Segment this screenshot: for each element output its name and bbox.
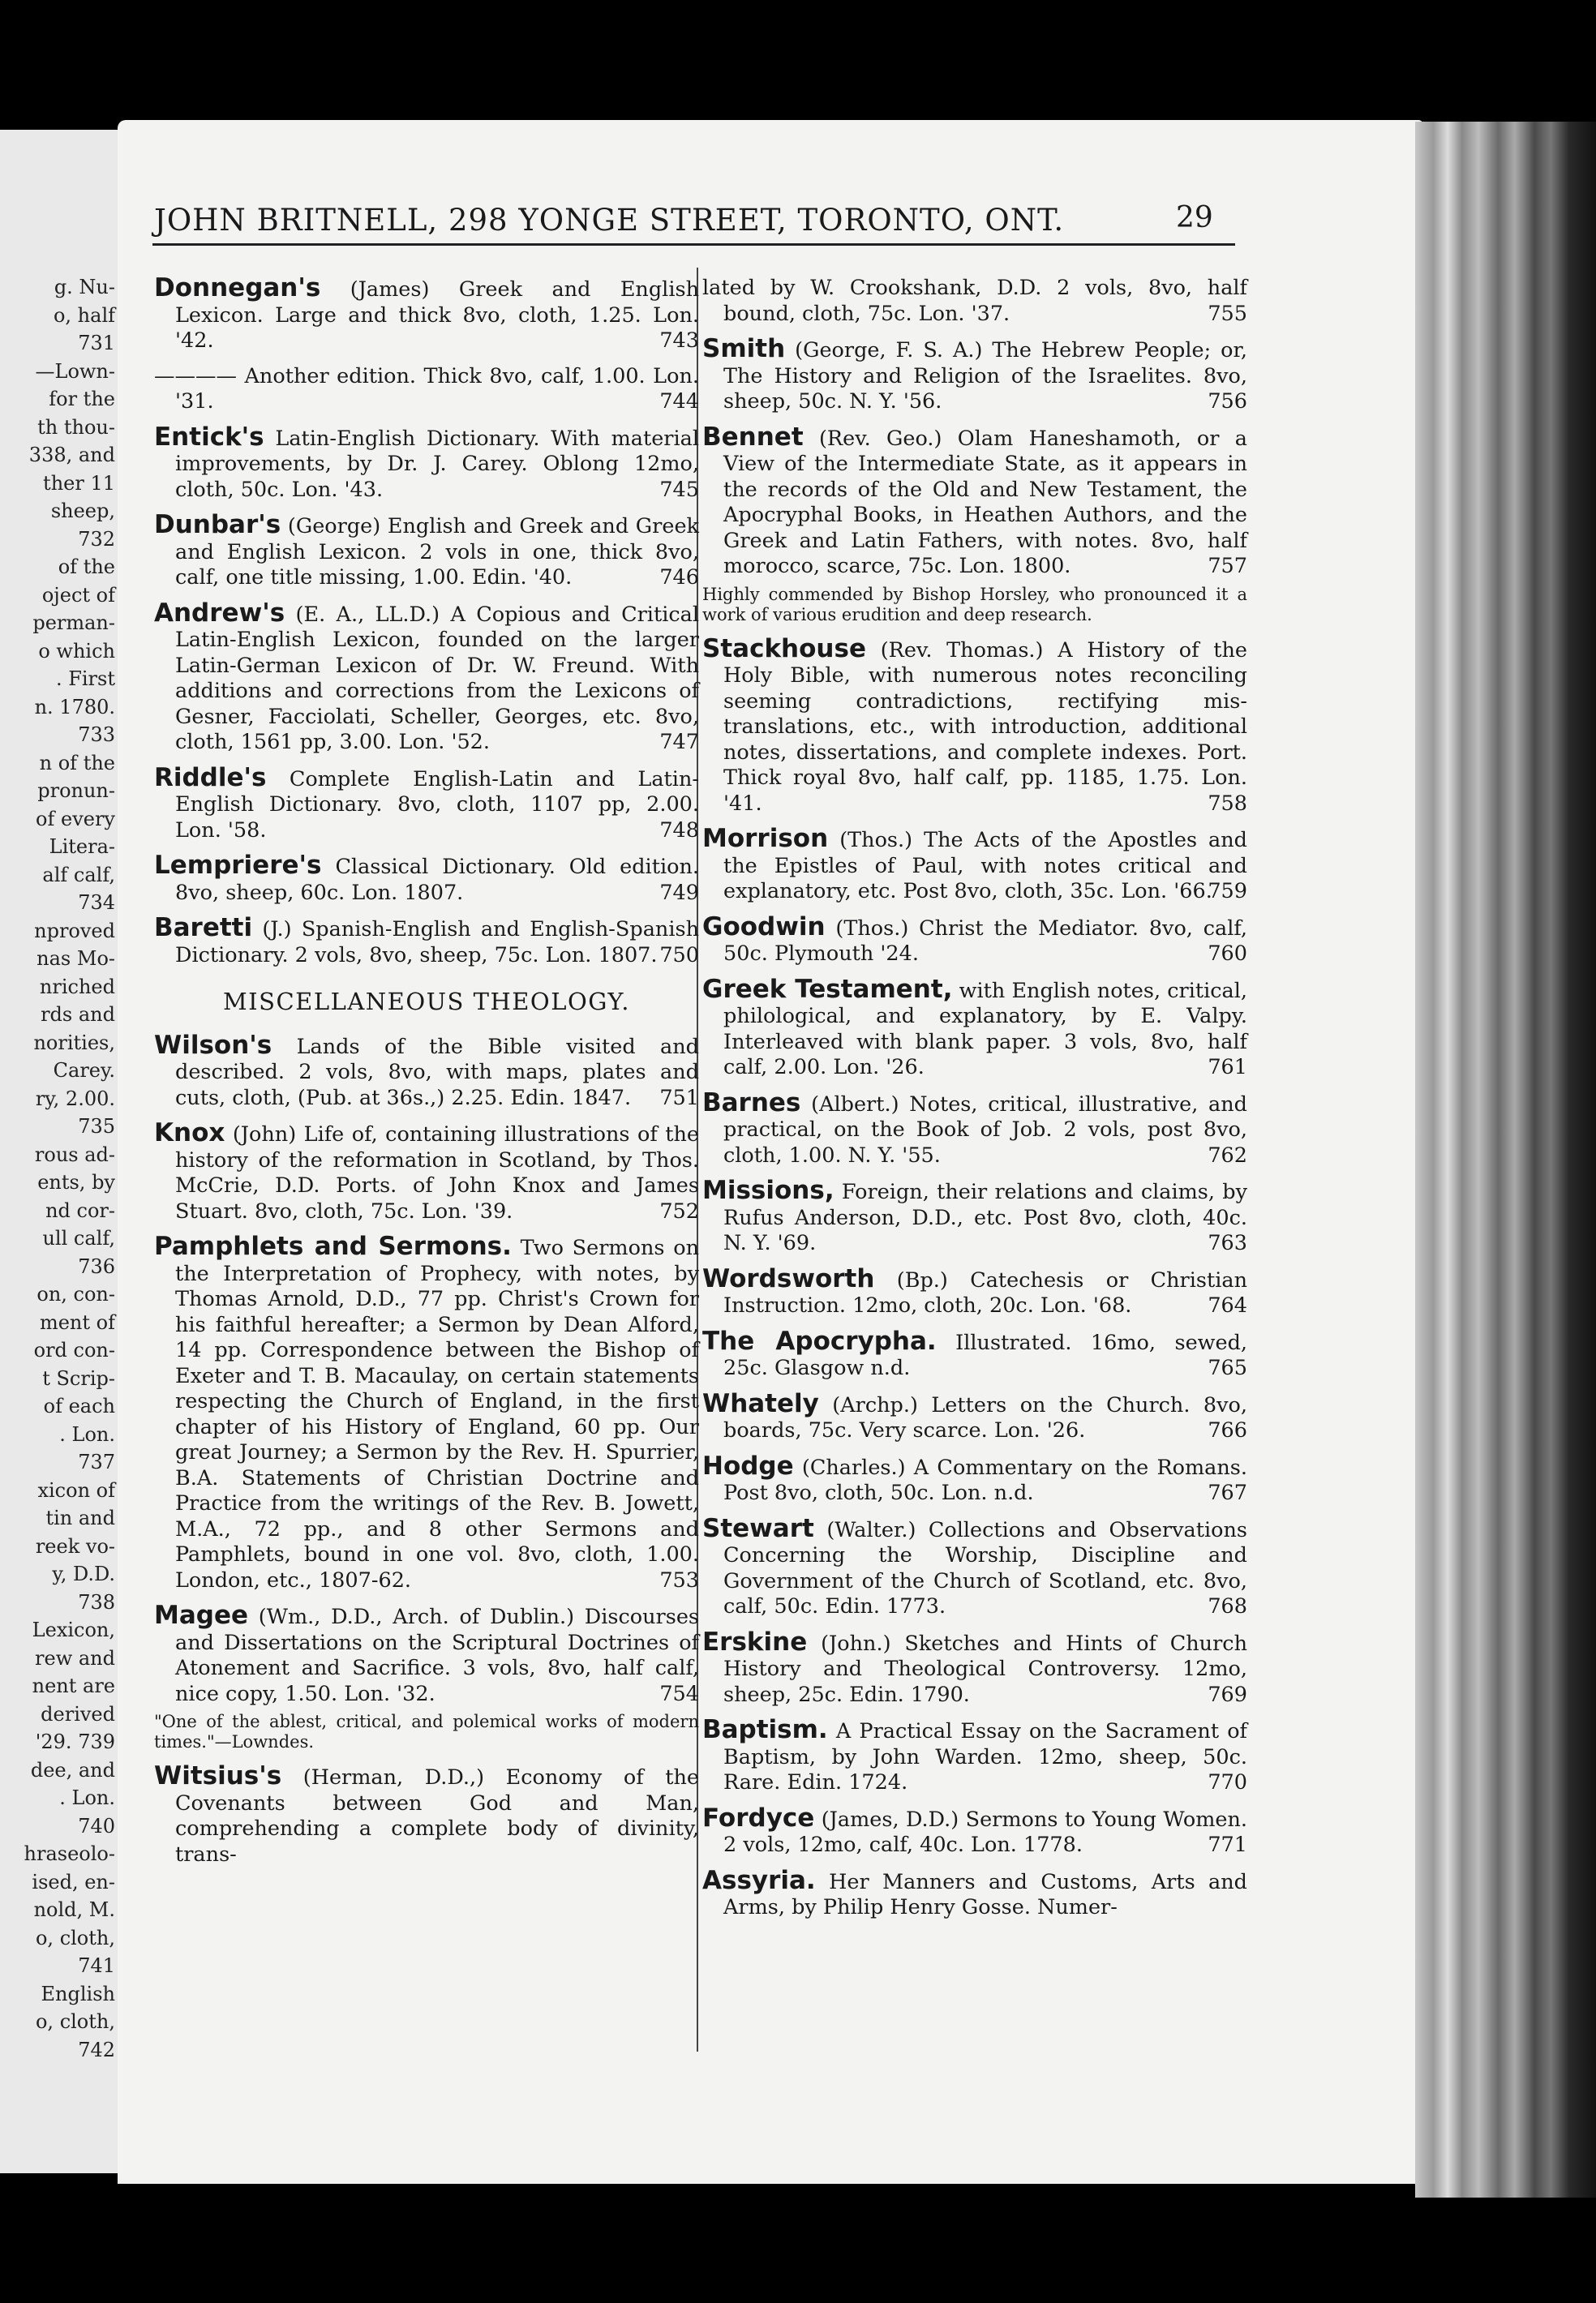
left-page-text-fragment: nas Mo-: [36, 947, 115, 970]
left-page-text-fragment: 732: [78, 527, 115, 551]
entry-author: Baptism.: [702, 1715, 828, 1744]
left-page-text-fragment: sheep,: [50, 500, 115, 522]
page-number: 29: [1176, 201, 1213, 234]
left-page-text-fragment: 338, and: [28, 444, 115, 466]
left-page-text-fragment: nd cor-: [45, 1199, 115, 1222]
running-title: JOHN BRITNELL, 298 YONGE STREET, TORONTO, ONT.: [154, 203, 1065, 238]
left-page-text-fragment: g. Nu-: [54, 276, 115, 298]
entry-description: Illustrated. 16mo, sewed, 25c. Glasgow n.d.: [723, 1330, 1248, 1380]
entry-lot-number: 755: [1208, 301, 1247, 326]
left-column-theology-entries: [154, 1030, 700, 1868]
left-page-text-fragment: n of the: [39, 751, 115, 774]
entry-author: Donnegan's: [154, 273, 321, 302]
entry-author: Fordyce: [702, 1803, 815, 1833]
entry-description: Foreign, their relations and claims, by Rufus Anderson, D.D., etc. Post 8vo, cloth, 40c. N. Y. '69.: [723, 1180, 1247, 1255]
entry-author: Entick's: [154, 422, 264, 452]
entry-author: Lempriere's: [154, 851, 322, 880]
left-column-entries: [154, 273, 700, 968]
left-page-text-fragment: o, cloth,: [35, 2010, 115, 2033]
catalogue-entry: [154, 762, 700, 844]
left-page-text-fragment: —Lown-: [35, 359, 115, 383]
entry-lot-number: 750: [659, 942, 699, 967]
entry-author: Baretti: [154, 913, 253, 942]
catalogue-entry: [154, 364, 699, 415]
entry-lot-number: 758: [1208, 791, 1247, 816]
left-page-text-fragment: derived: [41, 1702, 115, 1726]
catalogue-entry: [702, 974, 1248, 1081]
entry-author: Greek Testament,: [702, 974, 953, 1004]
left-page-text-fragment: o, cloth,: [35, 1926, 115, 1949]
catalogue-entry: [154, 1234, 699, 1593]
left-page-fragment: [0, 130, 122, 2173]
entry-description: lated by W. Crookshank, D.D. 2 vols, 8vo, half bound, cloth, 75c. Lon. '37.: [702, 276, 1247, 326]
entry-author: Missions,: [702, 1176, 834, 1205]
left-page-text-fragment: . Lon.: [59, 1422, 115, 1446]
left-page-text-fragment: t Scrip-: [42, 1366, 115, 1390]
entry-lot-number: 770: [1208, 1770, 1247, 1795]
section-heading: MISCELLANEOUS THEOLOGY.: [222, 988, 631, 1015]
left-page-text-fragment: 742: [78, 2038, 115, 2061]
entry-lot-number: 762: [1208, 1143, 1247, 1168]
entry-description: (E. A., LL.D.) A Copious and Critical Latin-English Lexicon, founded on the larger Latin-German Lexicon of Dr. W. Freund. With additions and corrections from the Lexicons of Gesner, Facciolati, Scheller, Georges, etc. 8vo, cloth, 1561 pp, 3.00. Lon. '52.: [175, 602, 699, 754]
left-page-text-fragment: of every: [36, 807, 115, 830]
entry-author: Witsius's: [154, 1761, 282, 1791]
entry-description: Her Manners and Customs, Arts and Arms, by Philip Henry Gosse. Numer-: [723, 1869, 1247, 1919]
entry-description: (Wm., D.D., Arch. of Dublin.) Discourses and Dissertations on the Scriptural Doctrines of Atonement and Sacrifice. 3 vols, 8vo, half calf, nice copy, 1.50. Lon. '32.: [175, 1605, 699, 1706]
entry-description: (George) English and Greek and Greek and English Lexicon. 2 vols in one, thick 8vo, calf, one title missing, 1.00. Edin. '40.: [175, 514, 699, 590]
entry-description: A Practical Essay on the Sacrament of Baptism, by John Warden. 12mo, sheep, 50c. Rare. Edin. 1724.: [723, 1719, 1247, 1795]
entry-author: Pamphlets and Sermons.: [154, 1232, 512, 1261]
entry-lot-number: 747: [659, 730, 699, 754]
left-page-text-fragment: 731: [78, 332, 115, 354]
left-page-text-fragment: o, half: [53, 303, 115, 327]
left-page-text-fragment: 733: [78, 723, 115, 746]
entry-lot-number: 759: [1208, 879, 1247, 903]
entry-author: Wilson's: [154, 1030, 272, 1060]
entry-description: (James) Greek and English Lexicon. Large and thick 8vo, cloth, 1.25. Lon. '42.: [175, 277, 699, 353]
left-page-text-fragment: 738: [78, 1590, 115, 1614]
left-page-text-fragment: dee, and: [30, 1758, 115, 1782]
left-page-text-fragment: Litera-: [49, 835, 115, 858]
entry-author: Stewart: [702, 1513, 814, 1543]
entry-lot-number: 753: [659, 1567, 699, 1593]
entry-author: Morrison: [702, 824, 829, 853]
left-page-text-fragment: nproved: [34, 919, 115, 942]
catalogue-entry: [154, 913, 699, 968]
entry-lot-number: 746: [659, 565, 699, 590]
left-page-text-fragment: y, D.D.: [52, 1563, 115, 1585]
catalogue-entry: [154, 853, 699, 906]
catalogue-entry: [702, 911, 1247, 967]
entry-author: Bennet: [702, 422, 804, 452]
left-page-text-fragment: of the: [58, 555, 115, 578]
left-page-text-fragment: ther 11: [43, 471, 115, 495]
entry-lot-number: 752: [659, 1199, 699, 1224]
left-page-text-fragment: 737: [78, 1451, 115, 1473]
entry-author: Andrew's: [154, 598, 285, 628]
entry-description: with English notes, critical, philological, and explanatory, by E. Valpy. Interleaved with blank paper. 3 vols, 8vo, half calf, 2.00. Lon. '26.: [723, 978, 1248, 1079]
catalogue-entry: [702, 1513, 1247, 1620]
entry-author: Riddle's: [154, 762, 267, 792]
catalogue-entry: [702, 1865, 1247, 1921]
catalogue-entry: [702, 1627, 1248, 1709]
left-page-text-fragment: th thou-: [37, 415, 115, 439]
entry-lot-number: 767: [1208, 1481, 1247, 1505]
catalogue-entry: [702, 1326, 1248, 1382]
left-page-text-fragment: 735: [78, 1115, 115, 1138]
left-page-text-fragment: ment of: [39, 1310, 115, 1334]
left-page-text-fragment: 734: [78, 891, 115, 914]
entry-lot-number: 764: [1208, 1293, 1247, 1318]
book-page-edges: [1415, 122, 1596, 2198]
left-page-text-fragment: alf calf,: [42, 863, 115, 886]
left-page-text-fragment: on, con-: [36, 1283, 115, 1306]
left-page-text-fragment: for the: [49, 388, 115, 410]
entry-lot-number: 763: [1208, 1231, 1247, 1255]
left-page-text-fragment: perman-: [32, 611, 115, 634]
entry-author: Wordsworth: [702, 1263, 875, 1293]
entry-lot-number: 769: [1208, 1682, 1247, 1707]
entry-description: Two Sermons on the Interpretation of Prophecy, with notes, by Thomas Arnold, D.D., 77 pp. Christ's Crown for his faithful hereafter; a Sermon by Dean Alford, 14 pp. Correspondence between the Bishop of Exeter and T. B. Macaulay, on certain statements respecting the Church of England, in the first chapter of his History of England, 60 pp. Our great Journey; a Sermon by the Rev. H. Spurrier, B.A. Statements of Christian Doctrine and Practice from the writings of the Rev. B. Jowett, M.A., 72 pp., and 8 other Sermons and Pamphlets, bound in one vol. 8vo, cloth, 1.00. London, etc., 1807-62.: [175, 1236, 700, 1593]
left-page-text-fragment: ull calf,: [42, 1227, 115, 1250]
left-page-text-fragment: '29. 739: [35, 1730, 115, 1753]
entry-lot-number: 743: [659, 328, 699, 353]
entry-lot-number: 757: [1208, 554, 1247, 578]
left-column: [154, 273, 700, 1877]
left-page-text-fragment: tin and: [45, 1507, 115, 1529]
catalogue-entry: [154, 1603, 699, 1707]
catalogue-entry: [702, 1803, 1248, 1859]
entry-description: (Thos.) Christ the Mediator. 8vo, calf, 50c. Plymouth '24.: [723, 916, 1247, 966]
catalogue-entry: [702, 1087, 1248, 1169]
left-page-text-fragment: o which: [38, 639, 115, 663]
entry-author: Smith: [702, 334, 786, 363]
entry-author: Barnes: [702, 1087, 801, 1117]
left-page-text-fragment: norities,: [33, 1031, 115, 1054]
entry-description: Latin-English Dictionary. With material improvements, by Dr. J. Carey. Oblong 12mo, cloth, 50c. Lon. '43.: [175, 426, 700, 502]
left-page-text-fragment: of each: [43, 1395, 115, 1417]
entry-description: (George, F. S. A.) The Hebrew People; or, The History and Religion of the Israelites. 8vo, sheep, 50c. N. Y. '56.: [723, 338, 1248, 414]
catalogue-entry: [154, 598, 699, 756]
left-page-text-fragment: rous ad-: [34, 1143, 115, 1166]
entry-author: Magee: [154, 1601, 249, 1630]
entry-description: Classical Dictionary. Old edition. 8vo, sheep, 60c. Lon. 1807.: [175, 855, 699, 905]
entry-lot-number: 766: [1208, 1418, 1247, 1443]
entry-description: (John) Life of, containing illustrations of the history of the reformation in Scotland, by Thos. McCrie, D.D. Ports. of John Knox and James Stuart. 8vo, cloth, 75c. Lon. '39.: [175, 1122, 699, 1224]
catalogue-entry: [702, 422, 1247, 580]
catalogue-entry: [702, 276, 1247, 327]
entry-description: (Archp.) Letters on the Church. 8vo, boards, 75c. Very scarce. Lon. '26.: [723, 1392, 1247, 1443]
entry-lot-number: 749: [659, 880, 699, 905]
left-page-text-fragment: nold, M.: [33, 1898, 115, 1921]
catalogue-entry: [154, 1118, 699, 1224]
entry-lot-number: 756: [1208, 389, 1247, 414]
entry-lot-number: 761: [1208, 1055, 1247, 1079]
entry-author: Stackhouse: [702, 633, 866, 663]
left-page-text-fragment: . Lon.: [59, 1786, 115, 1809]
entry-description: (Rev. Geo.) Olam Haneshamoth, or a View of the Intermediate State, as it appears in the records of the Old and New Testament, the Apocryphal Books, in Heathen Authors, and the Greek and Latin Fathers, with notes. 8vo, half morocco, scarce, 75c. Lon. 1800.: [723, 426, 1247, 578]
left-page-text-fragment: ry, 2.00.: [35, 1087, 115, 1110]
catalogue-entry: [702, 334, 1248, 415]
entry-description: (Bp.) Catechesis or Christian Instruction. 12mo, cloth, 20c. Lon. '68.: [723, 1267, 1248, 1318]
catalogue-entry: [702, 1388, 1247, 1444]
entry-description: (John.) Sketches and Hints of Church History and Theological Controversy. 12mo, sheep, 25c. Edin. 1790.: [723, 1631, 1248, 1707]
left-page-text-fragment: 740: [78, 1814, 115, 1838]
entry-description: ———— Another edition. Thick 8vo, calf, 1.00. Lon. '31.: [154, 363, 699, 414]
entry-description: (James, D.D.) Sermons to Young Women. 2 vols, 12mo, calf, 40c. Lon. 1778.: [723, 1807, 1248, 1857]
entry-description: Lands of the Bible visited and described. 2 vols, 8vo, with maps, plates and cuts, cloth, (Pub. at 36s.,) 2.25. Edin. 1847.: [175, 1034, 699, 1110]
entry-description: (Albert.) Notes, critical, illustrative, and practical, on the Book of Job. 2 vols, post 8vo, cloth, 1.00. N. Y. '55.: [723, 1091, 1248, 1168]
catalogue-entry: [154, 422, 700, 504]
entry-description: (Walter.) Collections and Observations Concerning the Worship, Discipline and Government of the Church of Scotland, etc. 8vo, calf, 50c. Edin. 1773.: [723, 1517, 1247, 1619]
entry-description: (Thos.) The Acts of the Apostles and the Epistles of Paul, with notes critical and explanatory, etc. Post 8vo, cloth, 35c. Lon. '66.: [723, 828, 1247, 903]
catalogue-entry: [154, 512, 699, 591]
entry-note: "One of the ablest, critical, and polemical works of modern times."—Lowndes.: [154, 1712, 699, 1752]
left-page-text-fragment: ord con-: [33, 1339, 115, 1362]
left-page-text-fragment: 741: [78, 1954, 115, 1977]
entry-note: Highly commended by Bishop Horsley, who pronounced it a work of various erudition and deep research.: [702, 584, 1247, 624]
entry-lot-number: 765: [1208, 1356, 1247, 1380]
entry-author: Dunbar's: [154, 510, 281, 539]
entry-lot-number: 745: [659, 477, 699, 502]
entry-author: The Apocrypha.: [702, 1326, 937, 1356]
left-page-text-fragment: n. 1780.: [34, 695, 115, 718]
catalogue-entry: [154, 1761, 699, 1868]
left-page-text-fragment: rds and: [41, 1003, 115, 1026]
left-page-text-fragment: ised, en-: [32, 1870, 115, 1893]
left-page-text-fragment: nriched: [39, 975, 115, 998]
entry-lot-number: 771: [1208, 1833, 1247, 1857]
left-page-text-fragment: xicon of: [37, 1478, 115, 1502]
entry-author: Goodwin: [702, 911, 826, 941]
left-page-text-fragment: English: [41, 1982, 115, 2005]
left-page-text-fragment: hraseolo-: [24, 1842, 115, 1865]
entry-description: (Rev. Thomas.) A History of the Holy Bible, with numerous notes reconciling seeming contradictions, rectifying mis-translations, etc., with introduction, additional notes, dissertations, and complete indexes. Port. Thick royal 8vo, half calf, pp. 1185, 1.75. Lon. '41.: [723, 637, 1248, 816]
entry-description: (Charles.) A Commentary on the Romans. Post 8vo, cloth, 50c. Lon. n.d.: [723, 1455, 1247, 1505]
entry-author: Erskine: [702, 1627, 808, 1657]
left-page-text-fragment: oject of: [41, 583, 115, 607]
left-page-text-fragment: nent are: [32, 1675, 115, 1697]
entry-lot-number: 768: [1208, 1594, 1247, 1619]
left-page-text-fragment: Lexicon,: [32, 1619, 115, 1641]
catalogue-entry: [154, 273, 699, 354]
entry-lot-number: 754: [659, 1681, 699, 1706]
entry-description: (Herman, D.D.,) Economy of the Covenants between God and Man, comprehending a complete body of divinity, trans-: [175, 1765, 699, 1867]
entry-lot-number: 748: [659, 817, 699, 843]
catalogue-entry: [702, 1178, 1247, 1257]
entry-author: Assyria.: [702, 1865, 816, 1895]
left-page-text-fragment: Carey.: [53, 1059, 115, 1082]
left-page-text-fragment: 736: [78, 1254, 115, 1278]
left-page-text-fragment: reek vo-: [35, 1534, 115, 1558]
left-page-text-fragment: pronun-: [37, 779, 115, 802]
catalogue-entry: [702, 1715, 1247, 1796]
entry-author: Whately: [702, 1388, 819, 1418]
catalogue-entry: [702, 633, 1248, 817]
entry-author: Knox: [154, 1118, 225, 1147]
entry-description: (J.) Spanish-English and English-Spanish Dictionary. 2 vols, 8vo, sheep, 75c. Lon. 1807.: [175, 917, 699, 967]
entry-description: Complete English-Latin and Latin-English Dictionary. 8vo, cloth, 1107 pp, 2.00. Lon. '58.: [175, 766, 700, 843]
right-column: [702, 276, 1247, 1931]
catalogue-entry: [702, 1263, 1248, 1319]
left-page-text-fragment: ents, by: [37, 1171, 115, 1194]
entry-lot-number: 744: [659, 389, 699, 414]
entry-author: Hodge: [702, 1451, 794, 1481]
left-page-text-fragment: rew and: [35, 1646, 115, 1670]
catalogue-entry: [702, 826, 1247, 905]
catalogue-entry: [154, 1030, 699, 1112]
right-column-entries: [702, 276, 1247, 1921]
left-page-text-fragment: . First: [55, 667, 115, 690]
entry-lot-number: 760: [1208, 941, 1247, 966]
catalogue-entry: [702, 1451, 1247, 1507]
entry-lot-number: 751: [659, 1085, 699, 1110]
header-rule: [152, 243, 1235, 246]
